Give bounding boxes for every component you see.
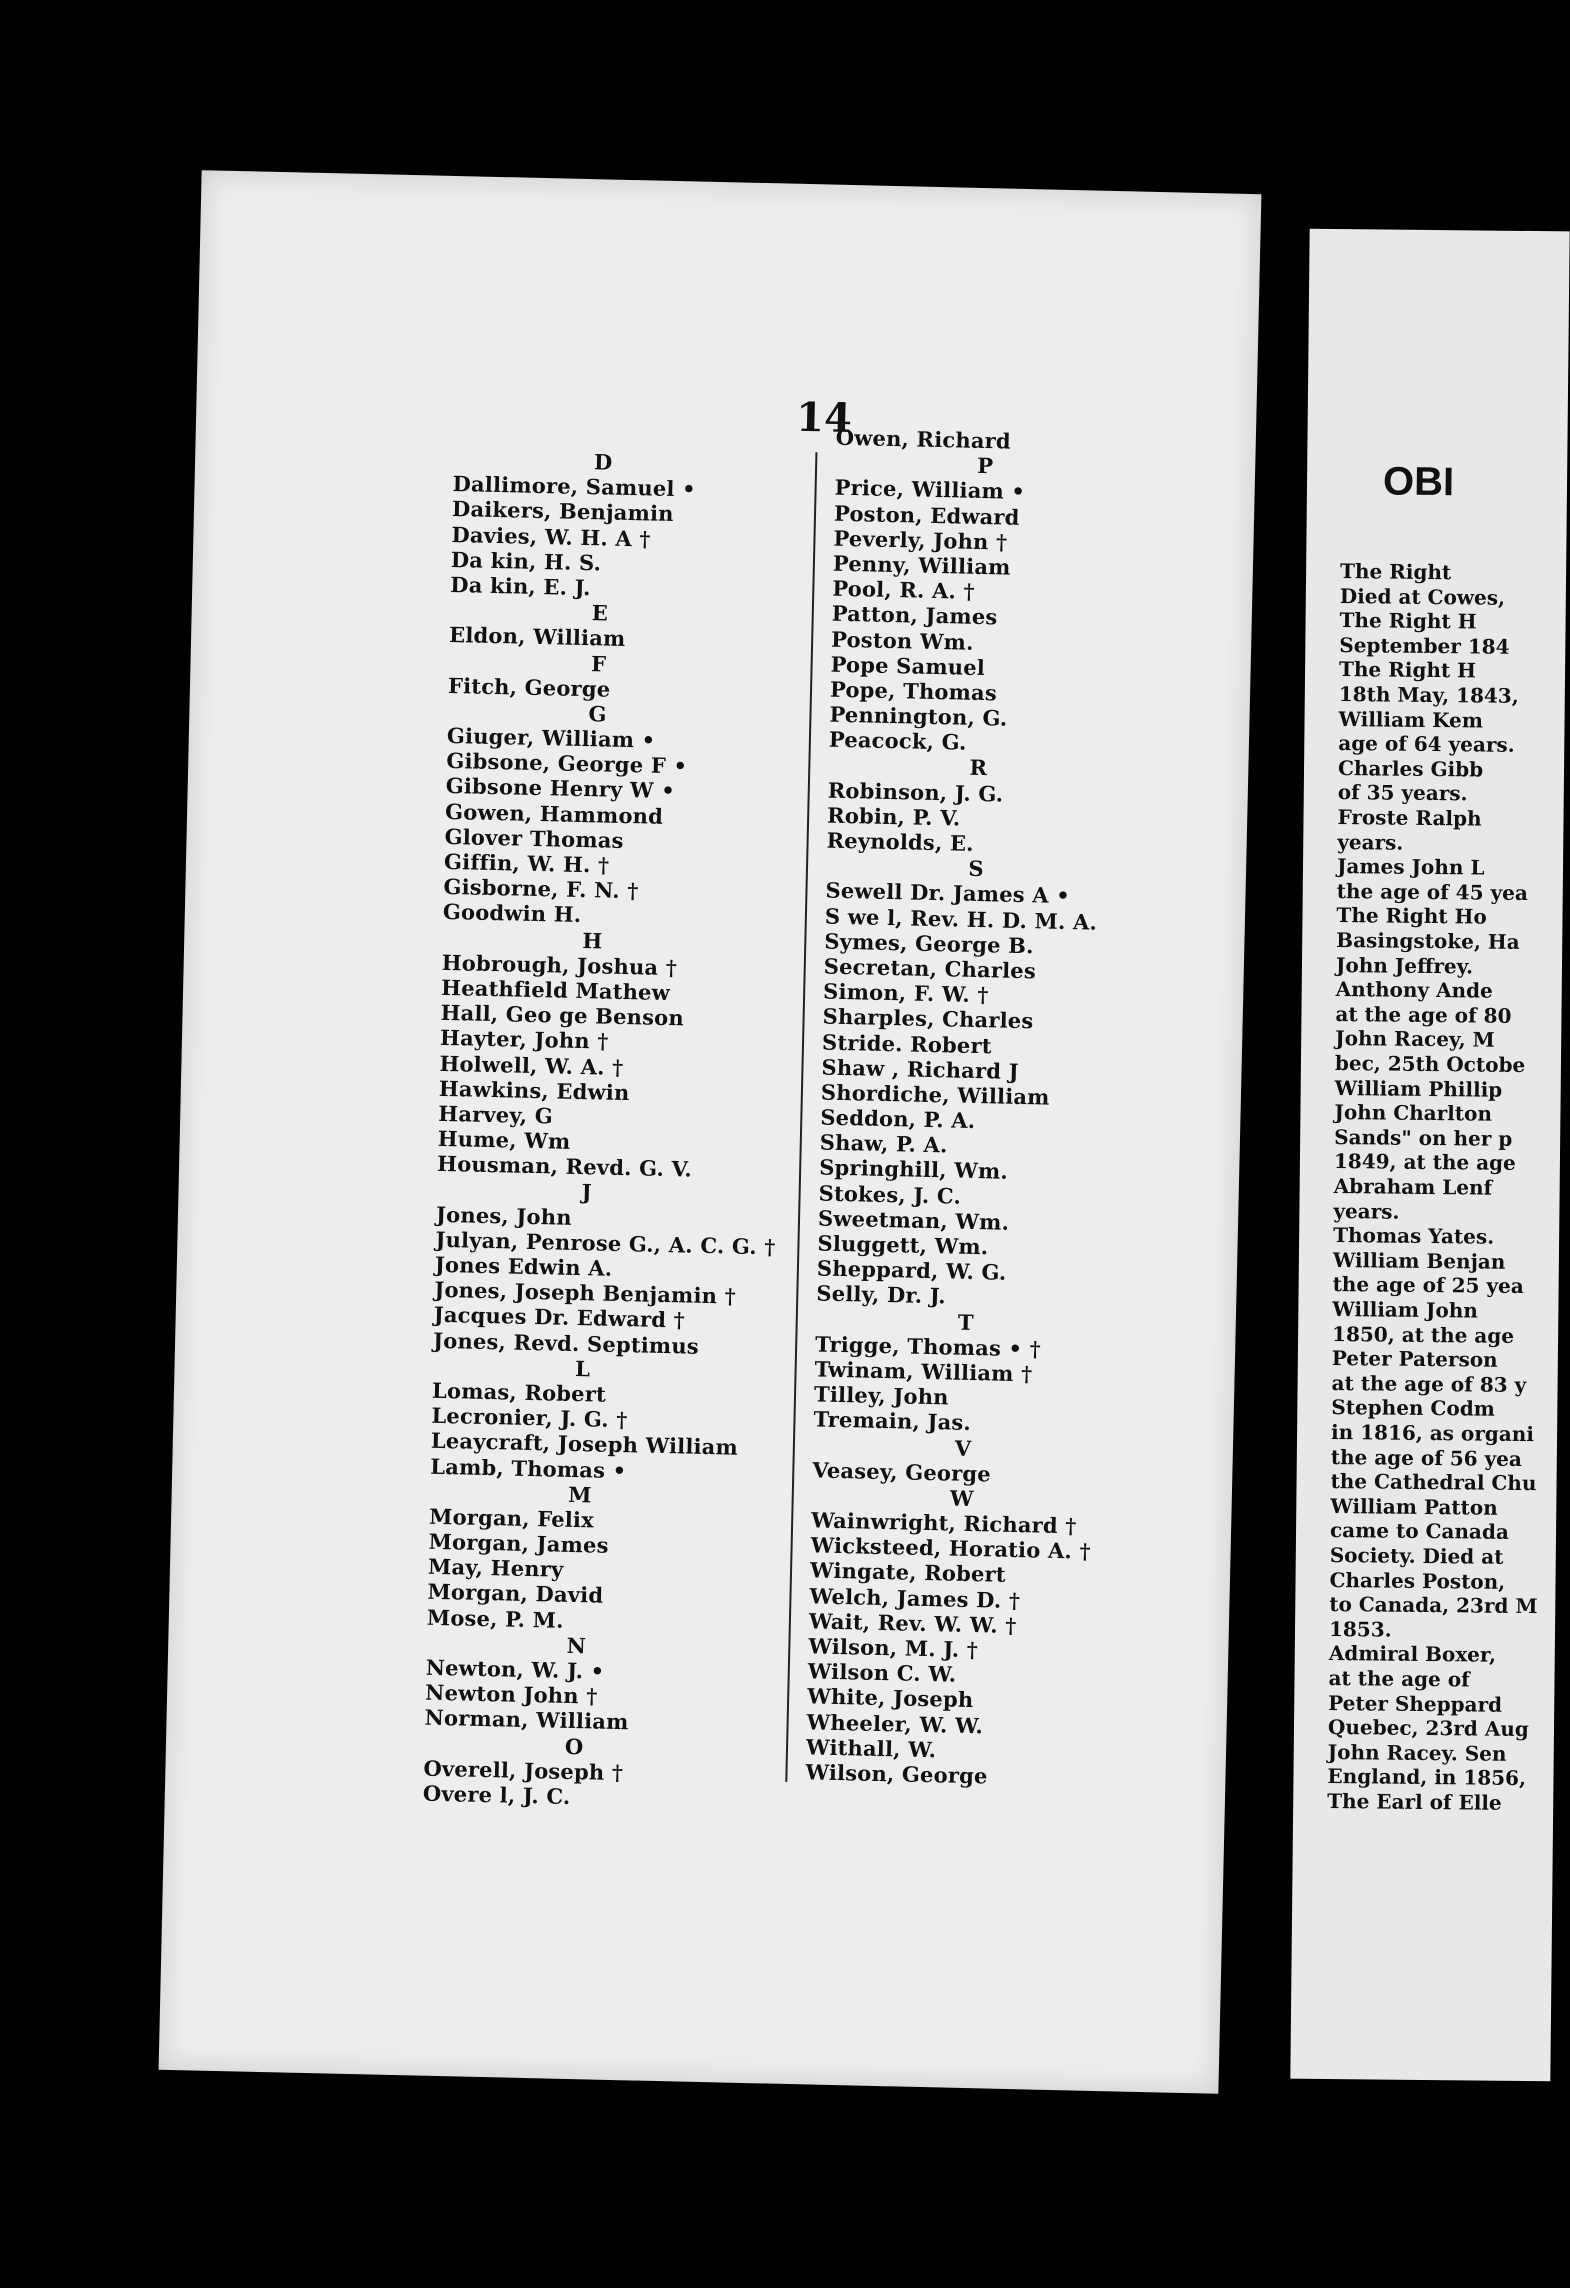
- section-letter: P: [976, 453, 994, 479]
- name-entry: Hume, Wm: [437, 1125, 571, 1154]
- section-letter: V: [954, 1435, 972, 1461]
- name-entry: Pool, R. A. †: [832, 575, 976, 604]
- section-letter: W: [949, 1485, 974, 1511]
- name-entry: Selly, Dr. J.: [816, 1280, 947, 1309]
- name-entry: White, Joseph: [806, 1683, 974, 1713]
- adjacent-page-line: age of 64 years.: [1338, 731, 1515, 758]
- adjacent-page-line: 1853.: [1328, 1616, 1392, 1642]
- name-entry: Giffin, W. H. †: [443, 848, 610, 878]
- adjacent-page-line: to Canada, 23rd M: [1329, 1592, 1538, 1619]
- name-entry: Da kin, H. S.: [450, 546, 602, 576]
- page-number: 14: [795, 393, 853, 443]
- right-column: [805, 425, 1256, 1794]
- adjacent-page-line: 1850, at the age: [1331, 1321, 1515, 1348]
- name-entry: Poston, Edward: [833, 500, 1020, 530]
- name-entry: Price, William •: [834, 475, 1026, 505]
- name-entry: S we l, Rev. H. D. M. A.: [824, 903, 1098, 935]
- name-entry: Eldon, William: [448, 622, 626, 652]
- adjacent-page-line: Charles Gibb: [1337, 755, 1484, 782]
- name-entry: Julyan, Penrose G., A. C. G. †: [435, 1226, 776, 1260]
- name-entry: Springhill, Wm.: [818, 1154, 1009, 1185]
- name-entry: Morgan, David: [427, 1579, 604, 1609]
- adjacent-page-line: Basingstoke, Ha: [1336, 928, 1520, 954]
- name-entry: Sharples, Charles: [822, 1003, 1034, 1034]
- adjacent-page-line: William John: [1332, 1296, 1478, 1323]
- adjacent-page-line: Peter Paterson: [1331, 1346, 1498, 1372]
- adjacent-page-line: Peter Sheppard: [1328, 1690, 1503, 1717]
- adjacent-page-line: England, in 1856,: [1327, 1764, 1527, 1791]
- name-entry: Hayter, John †: [439, 1025, 609, 1054]
- adjacent-page-line: at the age of 80: [1335, 1001, 1512, 1028]
- adjacent-page-line: 1849, at the age: [1333, 1149, 1516, 1176]
- name-entry: Holwell, W. A. †: [439, 1050, 624, 1080]
- adjacent-page-line: John Jeffrey.: [1335, 952, 1474, 979]
- name-entry: Wilson C. W.: [807, 1658, 957, 1687]
- name-entry: Leaycraft, Joseph William: [430, 1428, 739, 1461]
- adjacent-page-line: the age of 56 yea: [1330, 1444, 1523, 1471]
- name-entry: Seddon, P. A.: [820, 1104, 976, 1134]
- adjacent-page-line: at the age of 83 y: [1331, 1370, 1527, 1397]
- name-entry: Wingate, Robert: [809, 1557, 1007, 1588]
- name-entry: Da kin, E. J.: [450, 571, 592, 601]
- adjacent-page-line: John Charlton: [1334, 1100, 1493, 1126]
- name-entry: Wicksteed, Horatio A. †: [810, 1532, 1091, 1564]
- section-letter: F: [590, 650, 607, 677]
- name-entry: Gowen, Hammond: [444, 798, 664, 829]
- adjacent-page-line: The Earl of Elle: [1327, 1788, 1502, 1815]
- name-entry: Robinson, J. G.: [827, 777, 1004, 807]
- name-entry: Welch, James D. †: [809, 1583, 1021, 1613]
- name-entry: Robin, P. V.: [826, 802, 961, 831]
- name-entry: Trigge, Thomas • †: [814, 1331, 1042, 1362]
- name-entry: Morgan, Felix: [428, 1503, 595, 1533]
- adjacent-page-line: years.: [1337, 829, 1404, 855]
- section-letter: O: [564, 1733, 584, 1759]
- section-letter: S: [968, 855, 984, 882]
- adjacent-page-line: the Cathedral Chu: [1330, 1469, 1537, 1496]
- name-entry: Jacques Dr. Edward †: [433, 1302, 686, 1333]
- name-entry: Shordiche, William: [820, 1079, 1050, 1110]
- adjacent-page-line: at the age of: [1328, 1665, 1470, 1692]
- name-entry: Shaw, P. A.: [819, 1129, 948, 1158]
- section-letter: L: [574, 1355, 591, 1382]
- name-entry: Lamb, Thomas •: [430, 1453, 627, 1483]
- name-entry: Hall, Geo ge Benson: [440, 999, 685, 1031]
- left-column: [423, 446, 874, 1815]
- name-entry: Symes, George B.: [824, 928, 1034, 959]
- name-entry: Fitch, George: [447, 672, 611, 702]
- name-entry: Pope Samuel: [830, 651, 986, 680]
- name-entry: Harvey, G: [438, 1100, 554, 1129]
- adjacent-page-line: Admiral Boxer,: [1328, 1641, 1497, 1668]
- adjacent-page-line: September 184: [1339, 632, 1510, 659]
- name-entry: Withall, W.: [805, 1734, 937, 1763]
- name-entry: Sewell Dr. James A •: [825, 877, 1071, 909]
- name-entry: Giuger, William •: [446, 722, 656, 753]
- name-entry: Gibsone Henry W •: [445, 773, 676, 804]
- section-letter: J: [581, 1179, 592, 1205]
- adjacent-page-line: The Right Ho: [1336, 903, 1487, 929]
- adjacent-page-line: John Racey. Sen: [1327, 1739, 1507, 1766]
- name-entry: Overe l, J. C.: [422, 1780, 571, 1809]
- section-letter: N: [566, 1632, 587, 1659]
- name-entry: Morgan, James: [428, 1528, 609, 1558]
- name-entry: Twinam, William †: [814, 1356, 1033, 1387]
- adjacent-page-line: Anthony Ande: [1335, 977, 1493, 1003]
- name-entry: Glover Thomas: [444, 823, 624, 853]
- name-entry: Norman, William: [424, 1705, 629, 1735]
- section-letter: D: [593, 449, 613, 475]
- section-letter: G: [588, 701, 607, 727]
- adjacent-page-line: The Right H: [1339, 608, 1477, 634]
- name-entry: Stokes, J. C.: [818, 1180, 962, 1209]
- adjacent-page-line: the age of 45 yea: [1336, 878, 1528, 905]
- name-entry: Pope, Thomas: [829, 676, 998, 706]
- adjacent-page-line: Charles Poston,: [1329, 1567, 1506, 1594]
- section-letter: M: [567, 1481, 592, 1508]
- name-entry: Shaw , Richard J: [821, 1054, 1020, 1084]
- adjacent-page-line: The Right H: [1338, 657, 1477, 683]
- name-entry: Overell, Joseph †: [423, 1755, 624, 1785]
- name-entry: Wilson, George: [805, 1759, 988, 1789]
- name-entry: Tilley, John: [813, 1381, 949, 1410]
- adjacent-page: [1290, 229, 1569, 2082]
- name-entry: Pennington, G.: [829, 701, 1008, 731]
- name-entry: Hobrough, Joshua †: [441, 949, 678, 980]
- name-entry: Penny, William: [832, 550, 1011, 580]
- name-entry: Peverly, John †: [833, 525, 1008, 555]
- adjacent-page-line: Stephen Codm: [1331, 1395, 1496, 1422]
- name-entry: Mose, P. M.: [426, 1604, 564, 1633]
- name-entry: Tremain, Jas.: [813, 1406, 972, 1436]
- section-letter: T: [957, 1309, 974, 1335]
- name-entry: Lomas, Robert: [431, 1377, 607, 1407]
- name-entry: Sheppard, W. G.: [816, 1255, 1007, 1285]
- name-entry: Hawkins, Edwin: [438, 1075, 630, 1105]
- name-entry: Newton John †: [424, 1679, 598, 1709]
- name-entry: Wheeler, W. W.: [806, 1708, 984, 1738]
- name-entry: Peacock, G.: [828, 726, 967, 755]
- name-entry: Jones, John: [435, 1201, 573, 1230]
- adjacent-page-line: in 1816, as organi: [1330, 1419, 1535, 1447]
- name-entry: Lecronier, J. G. †: [431, 1402, 628, 1433]
- adjacent-page-line: The Right: [1339, 559, 1452, 585]
- name-entry: Jones, Joseph Benjamin †: [434, 1276, 737, 1309]
- name-entry: Heathfield Mathew: [440, 974, 671, 1005]
- adjacent-page-line: came to Canada: [1329, 1518, 1510, 1545]
- adjacent-page-line: Abraham Lenf: [1333, 1173, 1493, 1200]
- adjacent-page-line: William Benjan: [1332, 1247, 1506, 1274]
- name-entry: Patton, James: [831, 600, 998, 630]
- adjacent-page-line: James John L: [1336, 854, 1485, 880]
- name-entry: Jones Edwin A.: [434, 1251, 613, 1281]
- adjacent-page-line: Sands" on her p: [1334, 1124, 1513, 1151]
- adjacent-page-line: William Phillip: [1334, 1075, 1503, 1102]
- section-letter: E: [591, 600, 609, 626]
- adjacent-page-line: Thomas Yates.: [1333, 1223, 1495, 1249]
- adjacent-page-title: OBI: [1382, 459, 1455, 505]
- name-entry: May, Henry: [427, 1553, 564, 1583]
- name-entry: Stride. Robert: [821, 1029, 992, 1058]
- name-entry: Daikers, Benjamin: [451, 496, 674, 527]
- section-letter: H: [582, 927, 603, 954]
- adjacent-page-line: John Racey, M: [1335, 1026, 1495, 1053]
- name-entry: Gibsone, George F •: [446, 748, 688, 779]
- name-entry: Sluggett, Wm.: [817, 1230, 989, 1260]
- name-entry: Dallimore, Samuel •: [452, 471, 697, 502]
- adjacent-page-line: Died at Cowes,: [1339, 583, 1506, 610]
- adjacent-page-line: 18th May, 1843,: [1338, 682, 1519, 708]
- name-entry: Jones, Revd. Septimus: [432, 1327, 700, 1359]
- adjacent-page-line: bec, 25th Octobe: [1334, 1051, 1526, 1077]
- adjacent-page-line: of 35 years.: [1337, 780, 1468, 806]
- adjacent-page-line: Quebec, 23rd Aug: [1327, 1715, 1529, 1742]
- name-entry: Goodwin H.: [442, 899, 582, 928]
- adjacent-page-line: the age of 25 yea: [1332, 1272, 1524, 1299]
- name-entry: Simon, F. W. †: [822, 978, 989, 1008]
- section-letter: R: [969, 755, 988, 781]
- name-entry: Reynolds, E.: [826, 827, 975, 856]
- name-entry: Wait, Rev. W. W. †: [808, 1608, 1017, 1638]
- name-entry: Newton, W. J. •: [425, 1654, 605, 1684]
- book-page: [159, 170, 1262, 2094]
- name-entry: Housman, Revd. G. V.: [436, 1151, 693, 1182]
- name-entry: Veasey, George: [812, 1457, 992, 1487]
- adjacent-page-line: Froste Ralph: [1337, 805, 1482, 831]
- name-entry: Owen, Richard: [835, 424, 1012, 454]
- name-entry: Wainwright, Richard †: [810, 1507, 1077, 1539]
- name-entry: Gisborne, F. N. †: [443, 874, 639, 904]
- name-entry: Wilson, M. J. †: [808, 1633, 979, 1663]
- adjacent-page-line: Society. Died at: [1329, 1542, 1504, 1569]
- name-entry: Secretan, Charles: [823, 953, 1037, 984]
- adjacent-page-line: William Patton: [1330, 1493, 1498, 1520]
- adjacent-page-line: William Kem: [1338, 706, 1484, 733]
- name-entry: Poston Wm.: [830, 626, 974, 655]
- name-entry: Davies, W. H. A †: [451, 521, 651, 552]
- adjacent-page-line: years.: [1333, 1198, 1400, 1224]
- name-entry: Sweetman, Wm.: [817, 1205, 1010, 1235]
